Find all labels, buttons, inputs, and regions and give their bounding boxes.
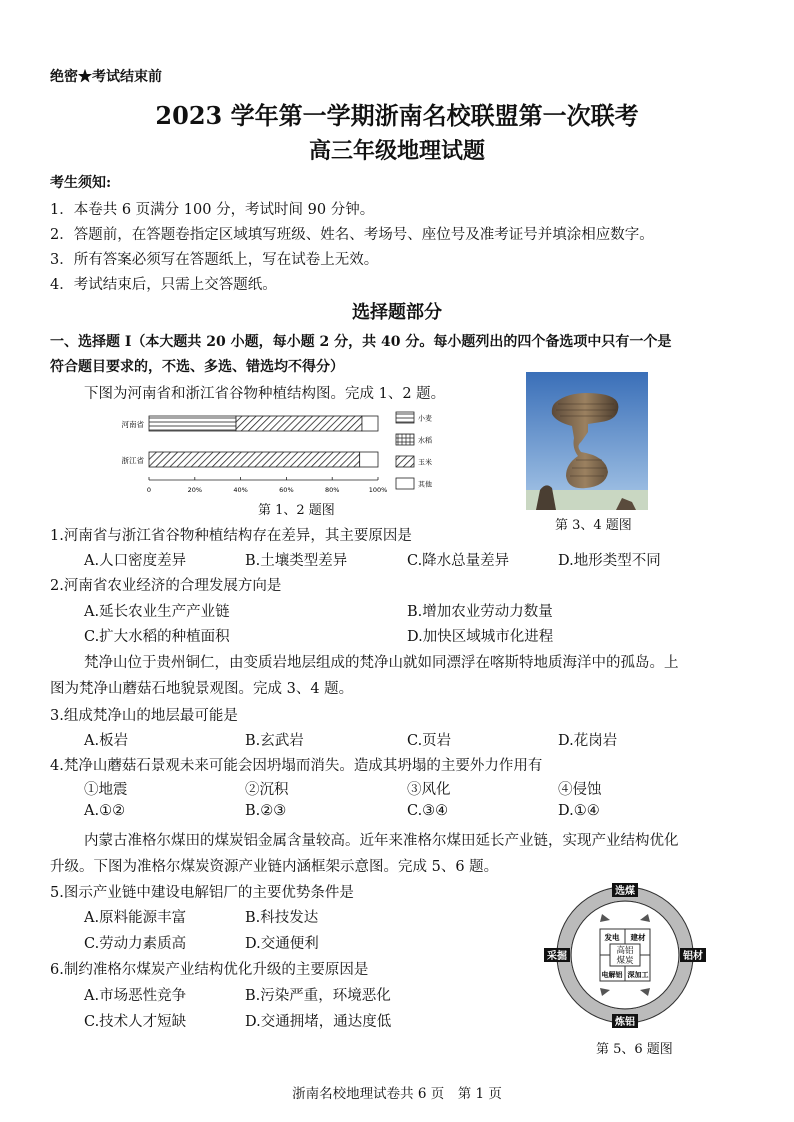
chart-legend-label: 玉米 [418,458,432,467]
section-title: 选择题部分 [352,302,442,323]
q4-choice-4: ④侵蚀 [558,782,602,798]
photo34-caption: 第 3、4 题图 [555,518,632,533]
chart-legend-label: 水稻 [418,436,432,445]
notice-item: 1．本卷共 6 页满分 100 分，考试时间 90 分钟。 [50,202,375,218]
outer-label-2: 炼铝 [615,1017,635,1028]
q2-option-b: B.增加农业劳动力数量 [407,604,553,620]
outer-label-1: 铝材 [683,951,703,962]
chart-legend-swatch [396,478,414,489]
q2-option-c: C.扩大水稻的种植面积 [84,629,230,645]
q1-stem: 1.河南省与浙江省谷物种植结构存在差异，其主要原因是 [50,528,412,544]
notice-item: 2．答题前，在答题卷指定区域填写班级、姓名、考场号、座位号及准考证号并填涂相应数字。 [50,227,654,243]
inner-label-3: 深加工 [627,971,649,979]
chart-tick-label: 80% [324,486,340,494]
q4-stem: 4.梵净山蘑菇石景观未来可能会因坍塌而消失。造成其坍塌的主要外力作用有 [50,758,543,774]
chart-bar-segment [149,452,360,467]
q2-stem: 2.河南省农业经济的合理发展方向是 [50,578,282,594]
q4-choice-3: ③风化 [407,782,451,798]
chart-tick-label: 60% [279,486,294,494]
confidential-label: 绝密★考试结束前 [50,69,162,85]
q6-stem: 6.制约准格尔煤炭产业结构优化升级的主要原因是 [50,962,369,978]
q6-option-d: D.交通拥堵，通达度低 [245,1014,392,1030]
q3-option-b: B.玄武岩 [245,733,304,749]
exam-subtitle: 高三年级地理试题 [308,138,485,164]
q4-choice-1: ①地震 [84,782,128,798]
coal-industry-chain-diagram [540,880,710,1032]
q34-intro: 梵净山位于贵州铜仁，由变质岩地层组成的梵净山就如同漂浮在喀斯特地质海洋中的孤岛。上 [84,655,679,671]
chart-tick-label: 0 [146,486,152,494]
q34-intro-cont: 图为梵净山蘑菇石地貌景观图。完成 3、4 题。 [50,681,354,697]
q4-option-b: B.②③ [245,803,287,819]
q3-option-a: A.板岩 [84,733,129,749]
chart-bar-segment [149,416,236,431]
arrow-icon [640,914,650,922]
notice-item: 4．考试结束后，只需上交答题纸。 [50,277,277,293]
section-instructions-cont: 符合题目要求的，不选、多选、错选均不得分） [50,359,344,375]
notice-item: 3．所有答案必须写在答题纸上，写在试卷上无效。 [50,252,379,268]
chart-tick-label: 100% [368,486,388,494]
crop-structure-chart [112,404,442,500]
q6-option-c: C.技术人才短缺 [84,1014,187,1030]
q4-option-a: A.①② [84,803,126,819]
page-footer: 浙南名校地理试卷共 6 页 第 1 页 [292,1086,502,1102]
outer-label-3: 采掘 [547,951,567,962]
q4-option-d: D.①④ [558,803,600,819]
mushroom-rock-photo [526,372,648,510]
chart-legend-label: 小麦 [418,414,432,423]
chart-bar-segment [362,416,378,431]
q4-option-c: C.③④ [407,803,449,819]
chart-category-label: 浙江省 [121,456,144,465]
inner-label-0: 发电 [604,933,620,942]
center-label-1: 煤炭 [616,956,634,966]
q3-option-d: D.花岗岩 [558,733,618,749]
chart-legend-swatch [396,434,414,445]
q5-option-a: A.原料能源丰富 [84,910,187,926]
q1-option-b: B.土壤类型差异 [245,553,348,569]
exam-title: 2023 学年第一学期浙南名校联盟第一次联考 [155,101,639,130]
diagram56-caption: 第 5、6 题图 [596,1042,673,1057]
chart12-caption: 第 1、2 题图 [258,503,335,518]
arrow-icon [600,914,610,922]
q2-option-d: D.加快区域城市化进程 [407,629,554,645]
q5-option-c: C.劳动力素质高 [84,936,187,952]
q1-option-d: D.地形类型不同 [558,553,661,569]
chart-legend-swatch [396,456,414,467]
q6-option-b: B.污染严重，环境恶化 [245,988,391,1004]
q12-intro: 下图为河南省和浙江省谷物种植结构图。完成 1、2 题。 [84,386,446,402]
inner-label-2: 电解铝 [601,971,623,979]
q56-intro: 内蒙古准格尔煤田的煤炭铝金属含量较高。近年来准格尔煤田延长产业链，实现产业结构优化 [84,833,679,849]
outer-label-0: 选煤 [615,886,635,897]
chart-category-label: 河南省 [121,420,144,429]
arrow-icon [640,988,650,996]
q4-choice-2: ②沉积 [245,782,289,798]
q5-option-d: D.交通便利 [245,936,319,952]
section-instructions: 一、选择题 I（本大题共 20 小题，每小题 2 分，共 40 分。每小题列出的四个备选项中只有一个是 [50,334,672,350]
chart-bar-segment [236,416,362,431]
center-label-0: 高铝 [616,946,634,956]
q3-option-c: C.页岩 [407,733,452,749]
arrow-icon [600,988,610,996]
chart-bar-segment [360,452,378,467]
notice-heading: 考生须知: [50,175,112,191]
chart-legend-label: 其他 [418,480,432,489]
q56-intro-cont: 升级。下图为准格尔煤炭资源产业链内涵框架示意图。完成 5、6 题。 [50,859,499,875]
q6-option-a: A.市场恶性竞争 [84,988,187,1004]
chart-tick-label: 20% [187,486,203,494]
q3-stem: 3.组成梵净山的地层最可能是 [50,708,238,724]
q1-option-a: A.人口密度差异 [84,553,187,569]
chart-tick-label: 40% [233,486,248,494]
chart-legend-swatch [396,412,414,423]
q1-option-c: C.降水总量差异 [407,553,510,569]
q2-option-a: A.延长农业生产产业链 [84,604,230,620]
q5-option-b: B.科技发达 [245,910,319,926]
inner-label-1: 建材 [630,933,646,942]
q5-stem: 5.图示产业链中建设电解铝厂的主要优势条件是 [50,885,354,901]
